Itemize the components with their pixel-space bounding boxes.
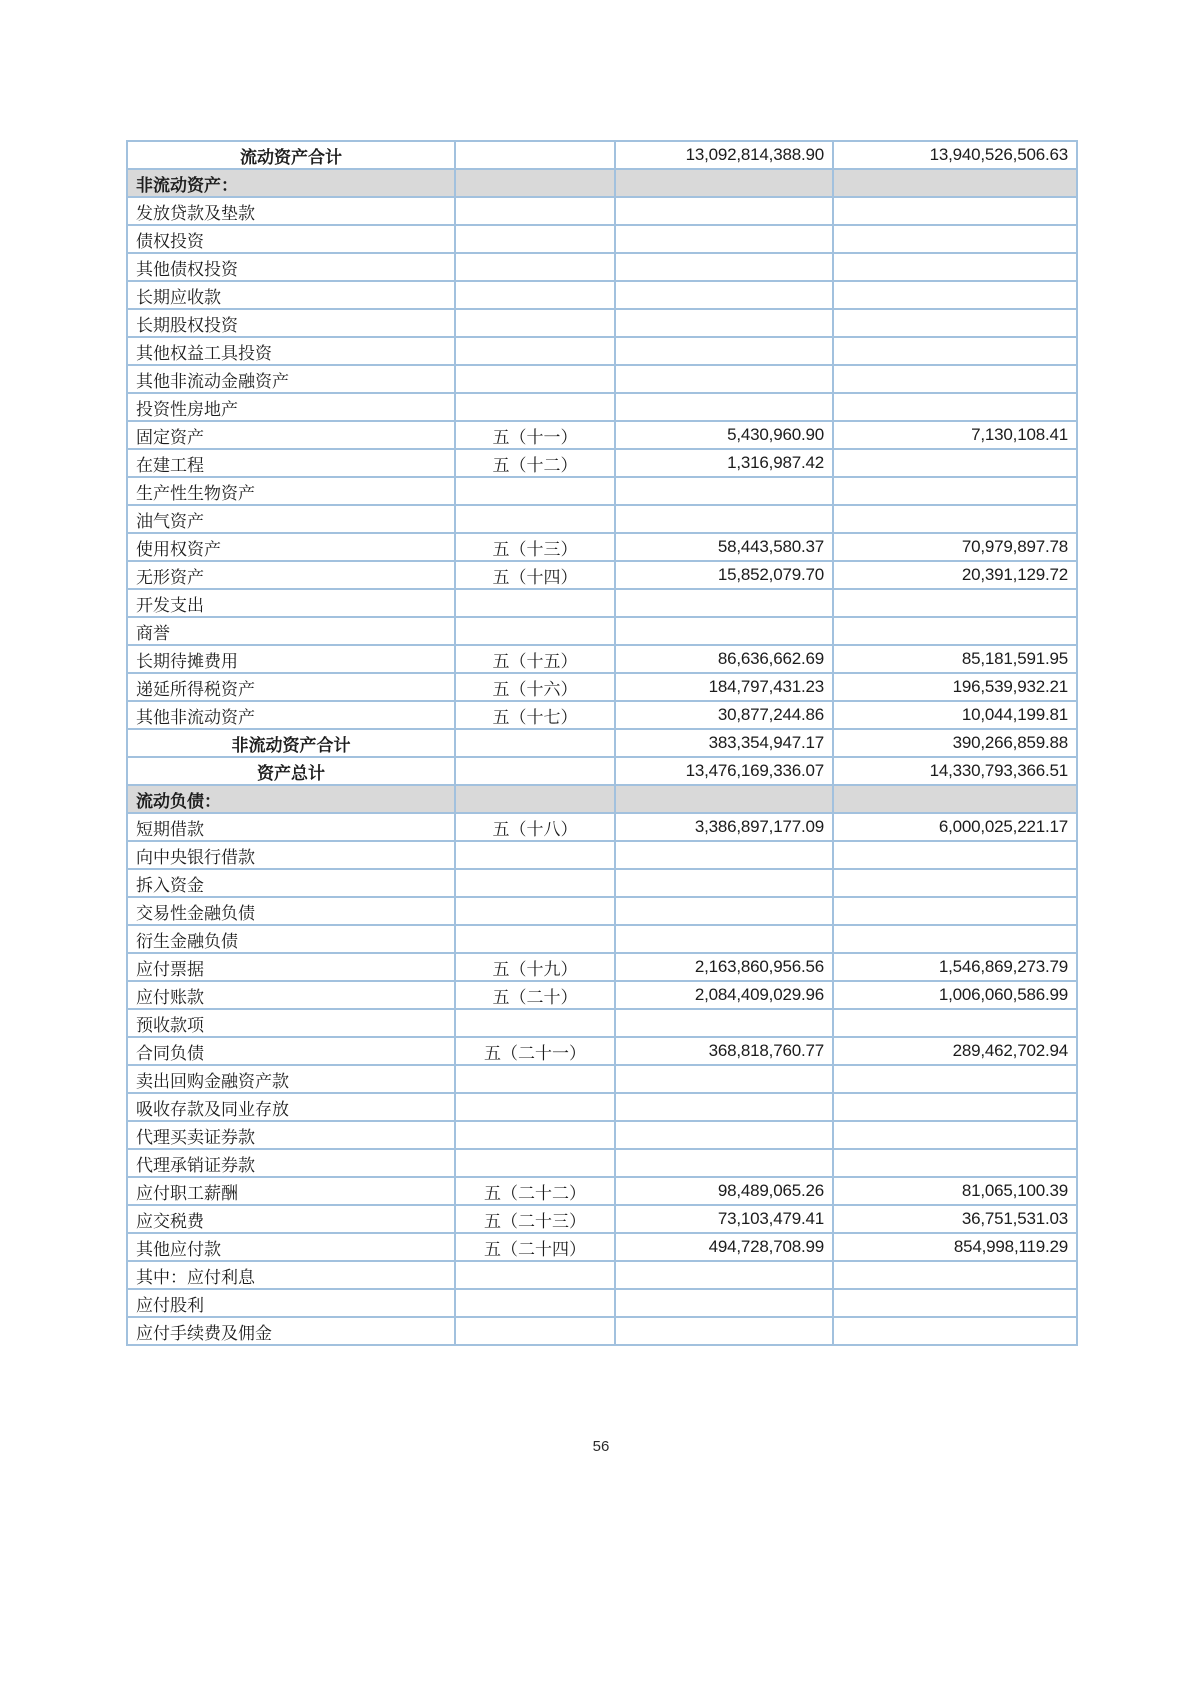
note-reference-cell: 五（十三） bbox=[455, 533, 615, 561]
table-row bbox=[127, 1065, 1077, 1093]
table-row bbox=[127, 1093, 1077, 1121]
table-row bbox=[127, 701, 1077, 729]
current-period-amount-cell bbox=[615, 841, 833, 869]
note-reference-cell bbox=[455, 505, 615, 533]
note-reference-cell: 五（二十） bbox=[455, 981, 615, 1009]
table-row bbox=[127, 1289, 1077, 1317]
table-row bbox=[127, 589, 1077, 617]
note-reference-cell bbox=[455, 169, 615, 197]
table-row bbox=[127, 897, 1077, 925]
table-row bbox=[127, 253, 1077, 281]
prior-period-amount-cell: 854,998,119.29 bbox=[833, 1233, 1077, 1261]
current-period-amount-cell bbox=[615, 1093, 833, 1121]
note-reference-cell: 五（十五） bbox=[455, 645, 615, 673]
item-label-cell: 其他非流动金融资产 bbox=[127, 365, 455, 393]
note-reference-cell bbox=[455, 365, 615, 393]
note-reference-cell: 五（十一） bbox=[455, 421, 615, 449]
table-row bbox=[127, 1317, 1077, 1345]
item-label-cell: 应付手续费及佣金 bbox=[127, 1317, 455, 1345]
current-period-amount-cell bbox=[615, 365, 833, 393]
current-period-amount-cell bbox=[615, 197, 833, 225]
note-reference-cell: 五（十八） bbox=[455, 813, 615, 841]
item-label-cell: 卖出回购金融资产款 bbox=[127, 1065, 455, 1093]
prior-period-amount-cell bbox=[833, 841, 1077, 869]
prior-period-amount-cell bbox=[833, 1009, 1077, 1037]
item-label-cell: 发放贷款及垫款 bbox=[127, 197, 455, 225]
current-period-amount-cell bbox=[615, 1121, 833, 1149]
item-label-cell: 其他债权投资 bbox=[127, 253, 455, 281]
prior-period-amount-cell bbox=[833, 617, 1077, 645]
current-period-amount-cell: 2,163,860,956.56 bbox=[615, 953, 833, 981]
current-period-amount-cell bbox=[615, 169, 833, 197]
current-period-amount-cell bbox=[615, 925, 833, 953]
note-reference-cell: 五（二十一） bbox=[455, 1037, 615, 1065]
current-period-amount-cell: 368,818,760.77 bbox=[615, 1037, 833, 1065]
note-reference-cell bbox=[455, 841, 615, 869]
table-row bbox=[127, 169, 1077, 197]
item-label-cell: 递延所得税资产 bbox=[127, 673, 455, 701]
prior-period-amount-cell bbox=[833, 1289, 1077, 1317]
note-reference-cell: 五（十七） bbox=[455, 701, 615, 729]
table-row bbox=[127, 645, 1077, 673]
note-reference-cell bbox=[455, 617, 615, 645]
note-reference-cell bbox=[455, 729, 615, 757]
table-row bbox=[127, 953, 1077, 981]
table-row bbox=[127, 505, 1077, 533]
current-period-amount-cell bbox=[615, 393, 833, 421]
item-label-cell: 无形资产 bbox=[127, 561, 455, 589]
note-reference-cell bbox=[455, 1065, 615, 1093]
table-row bbox=[127, 1121, 1077, 1149]
table-row bbox=[127, 141, 1077, 169]
current-period-amount-cell: 13,092,814,388.90 bbox=[615, 141, 833, 169]
table-row bbox=[127, 1177, 1077, 1205]
page-number: 56 bbox=[592, 1438, 610, 1455]
current-period-amount-cell bbox=[615, 1065, 833, 1093]
current-period-amount-cell bbox=[615, 337, 833, 365]
note-reference-cell: 五（十四） bbox=[455, 561, 615, 589]
prior-period-amount-cell bbox=[833, 1317, 1077, 1345]
note-reference-cell bbox=[455, 1261, 615, 1289]
current-period-amount-cell: 2,084,409,029.96 bbox=[615, 981, 833, 1009]
prior-period-amount-cell: 10,044,199.81 bbox=[833, 701, 1077, 729]
current-period-amount-cell: 58,443,580.37 bbox=[615, 533, 833, 561]
prior-period-amount-cell: 20,391,129.72 bbox=[833, 561, 1077, 589]
note-reference-cell bbox=[455, 1149, 615, 1177]
table-row bbox=[127, 281, 1077, 309]
prior-period-amount-cell bbox=[833, 169, 1077, 197]
table-row bbox=[127, 617, 1077, 645]
table-row bbox=[127, 449, 1077, 477]
item-label-cell: 油气资产 bbox=[127, 505, 455, 533]
item-label-cell: 其他应付款 bbox=[127, 1233, 455, 1261]
current-period-amount-cell: 73,103,479.41 bbox=[615, 1205, 833, 1233]
table-row bbox=[127, 1205, 1077, 1233]
item-label-cell: 流动资产合计 bbox=[127, 141, 455, 169]
note-reference-cell bbox=[455, 1121, 615, 1149]
prior-period-amount-cell bbox=[833, 477, 1077, 505]
prior-period-amount-cell bbox=[833, 505, 1077, 533]
item-label-cell: 代理承销证券款 bbox=[127, 1149, 455, 1177]
note-reference-cell bbox=[455, 897, 615, 925]
note-reference-cell bbox=[455, 393, 615, 421]
prior-period-amount-cell bbox=[833, 1261, 1077, 1289]
current-period-amount-cell: 3,386,897,177.09 bbox=[615, 813, 833, 841]
table-row bbox=[127, 869, 1077, 897]
prior-period-amount-cell bbox=[833, 897, 1077, 925]
balance-sheet-table bbox=[126, 140, 1078, 1346]
item-label-cell: 投资性房地产 bbox=[127, 393, 455, 421]
item-label-cell: 应付股利 bbox=[127, 1289, 455, 1317]
item-label-cell: 长期待摊费用 bbox=[127, 645, 455, 673]
current-period-amount-cell: 86,636,662.69 bbox=[615, 645, 833, 673]
current-period-amount-cell bbox=[615, 785, 833, 813]
prior-period-amount-cell: 85,181,591.95 bbox=[833, 645, 1077, 673]
item-label-cell: 应付账款 bbox=[127, 981, 455, 1009]
prior-period-amount-cell: 196,539,932.21 bbox=[833, 673, 1077, 701]
prior-period-amount-cell: 6,000,025,221.17 bbox=[833, 813, 1077, 841]
note-reference-cell: 五（十九） bbox=[455, 953, 615, 981]
item-label-cell: 在建工程 bbox=[127, 449, 455, 477]
note-reference-cell bbox=[455, 869, 615, 897]
current-period-amount-cell: 98,489,065.26 bbox=[615, 1177, 833, 1205]
current-period-amount-cell: 1,316,987.42 bbox=[615, 449, 833, 477]
table-row bbox=[127, 337, 1077, 365]
note-reference-cell bbox=[455, 253, 615, 281]
note-reference-cell bbox=[455, 197, 615, 225]
current-period-amount-cell: 494,728,708.99 bbox=[615, 1233, 833, 1261]
prior-period-amount-cell: 13,940,526,506.63 bbox=[833, 141, 1077, 169]
table-row bbox=[127, 1149, 1077, 1177]
item-label-cell: 应付职工薪酬 bbox=[127, 1177, 455, 1205]
table-row bbox=[127, 841, 1077, 869]
prior-period-amount-cell bbox=[833, 589, 1077, 617]
prior-period-amount-cell: 14,330,793,366.51 bbox=[833, 757, 1077, 785]
table-row bbox=[127, 365, 1077, 393]
note-reference-cell bbox=[455, 477, 615, 505]
table-row bbox=[127, 757, 1077, 785]
table-row bbox=[127, 925, 1077, 953]
current-period-amount-cell bbox=[615, 309, 833, 337]
item-label-cell: 合同负债 bbox=[127, 1037, 455, 1065]
item-label-cell: 非流动资产： bbox=[127, 169, 455, 197]
table-row bbox=[127, 225, 1077, 253]
note-reference-cell: 五（十六） bbox=[455, 673, 615, 701]
prior-period-amount-cell bbox=[833, 365, 1077, 393]
current-period-amount-cell bbox=[615, 505, 833, 533]
item-label-cell: 开发支出 bbox=[127, 589, 455, 617]
item-label-cell: 短期借款 bbox=[127, 813, 455, 841]
prior-period-amount-cell: 7,130,108.41 bbox=[833, 421, 1077, 449]
table-row bbox=[127, 1009, 1077, 1037]
prior-period-amount-cell bbox=[833, 785, 1077, 813]
current-period-amount-cell bbox=[615, 1289, 833, 1317]
item-label-cell: 其他非流动资产 bbox=[127, 701, 455, 729]
table-row bbox=[127, 393, 1077, 421]
note-reference-cell: 五（二十三） bbox=[455, 1205, 615, 1233]
table-row bbox=[127, 729, 1077, 757]
current-period-amount-cell: 30,877,244.86 bbox=[615, 701, 833, 729]
current-period-amount-cell bbox=[615, 281, 833, 309]
item-label-cell: 长期股权投资 bbox=[127, 309, 455, 337]
note-reference-cell: 五（十二） bbox=[455, 449, 615, 477]
table-row bbox=[127, 477, 1077, 505]
note-reference-cell bbox=[455, 925, 615, 953]
item-label-cell: 长期应收款 bbox=[127, 281, 455, 309]
item-label-cell: 资产总计 bbox=[127, 757, 455, 785]
table-row bbox=[127, 533, 1077, 561]
table-row bbox=[127, 421, 1077, 449]
current-period-amount-cell: 13,476,169,336.07 bbox=[615, 757, 833, 785]
current-period-amount-cell: 5,430,960.90 bbox=[615, 421, 833, 449]
prior-period-amount-cell bbox=[833, 197, 1077, 225]
current-period-amount-cell: 15,852,079.70 bbox=[615, 561, 833, 589]
prior-period-amount-cell bbox=[833, 337, 1077, 365]
prior-period-amount-cell bbox=[833, 1065, 1077, 1093]
prior-period-amount-cell: 36,751,531.03 bbox=[833, 1205, 1077, 1233]
current-period-amount-cell bbox=[615, 1317, 833, 1345]
note-reference-cell bbox=[455, 281, 615, 309]
table-row bbox=[127, 1233, 1077, 1261]
note-reference-cell: 五（二十四） bbox=[455, 1233, 615, 1261]
item-label-cell: 向中央银行借款 bbox=[127, 841, 455, 869]
item-label-cell: 流动负债： bbox=[127, 785, 455, 813]
current-period-amount-cell bbox=[615, 869, 833, 897]
prior-period-amount-cell bbox=[833, 869, 1077, 897]
prior-period-amount-cell: 390,266,859.88 bbox=[833, 729, 1077, 757]
current-period-amount-cell bbox=[615, 1149, 833, 1177]
note-reference-cell bbox=[455, 785, 615, 813]
table-row bbox=[127, 813, 1077, 841]
prior-period-amount-cell: 1,546,869,273.79 bbox=[833, 953, 1077, 981]
prior-period-amount-cell: 70,979,897.78 bbox=[833, 533, 1077, 561]
item-label-cell: 其中：应付利息 bbox=[127, 1261, 455, 1289]
prior-period-amount-cell bbox=[833, 449, 1077, 477]
current-period-amount-cell: 383,354,947.17 bbox=[615, 729, 833, 757]
note-reference-cell bbox=[455, 1289, 615, 1317]
table-row bbox=[127, 1261, 1077, 1289]
current-period-amount-cell bbox=[615, 1009, 833, 1037]
current-period-amount-cell bbox=[615, 617, 833, 645]
note-reference-cell bbox=[455, 309, 615, 337]
note-reference-cell bbox=[455, 141, 615, 169]
prior-period-amount-cell bbox=[833, 1149, 1077, 1177]
prior-period-amount-cell bbox=[833, 309, 1077, 337]
item-label-cell: 固定资产 bbox=[127, 421, 455, 449]
note-reference-cell bbox=[455, 337, 615, 365]
prior-period-amount-cell: 81,065,100.39 bbox=[833, 1177, 1077, 1205]
note-reference-cell bbox=[455, 225, 615, 253]
table-row bbox=[127, 981, 1077, 1009]
item-label-cell: 其他权益工具投资 bbox=[127, 337, 455, 365]
current-period-amount-cell: 184,797,431.23 bbox=[615, 673, 833, 701]
item-label-cell: 代理买卖证券款 bbox=[127, 1121, 455, 1149]
item-label-cell: 商誉 bbox=[127, 617, 455, 645]
table-row bbox=[127, 785, 1077, 813]
note-reference-cell bbox=[455, 1009, 615, 1037]
current-period-amount-cell bbox=[615, 589, 833, 617]
table-row bbox=[127, 561, 1077, 589]
prior-period-amount-cell bbox=[833, 925, 1077, 953]
item-label-cell: 应付票据 bbox=[127, 953, 455, 981]
item-label-cell: 吸收存款及同业存放 bbox=[127, 1093, 455, 1121]
table-row bbox=[127, 673, 1077, 701]
prior-period-amount-cell bbox=[833, 1121, 1077, 1149]
prior-period-amount-cell: 289,462,702.94 bbox=[833, 1037, 1077, 1065]
note-reference-cell bbox=[455, 589, 615, 617]
table-row bbox=[127, 1037, 1077, 1065]
item-label-cell: 交易性金融负债 bbox=[127, 897, 455, 925]
prior-period-amount-cell bbox=[833, 281, 1077, 309]
item-label-cell: 拆入资金 bbox=[127, 869, 455, 897]
item-label-cell: 使用权资产 bbox=[127, 533, 455, 561]
prior-period-amount-cell bbox=[833, 225, 1077, 253]
prior-period-amount-cell bbox=[833, 253, 1077, 281]
item-label-cell: 应交税费 bbox=[127, 1205, 455, 1233]
note-reference-cell bbox=[455, 757, 615, 785]
item-label-cell: 债权投资 bbox=[127, 225, 455, 253]
current-period-amount-cell bbox=[615, 253, 833, 281]
note-reference-cell bbox=[455, 1317, 615, 1345]
note-reference-cell: 五（二十二） bbox=[455, 1177, 615, 1205]
current-period-amount-cell bbox=[615, 477, 833, 505]
current-period-amount-cell bbox=[615, 897, 833, 925]
current-period-amount-cell bbox=[615, 1261, 833, 1289]
item-label-cell: 预收款项 bbox=[127, 1009, 455, 1037]
prior-period-amount-cell bbox=[833, 393, 1077, 421]
note-reference-cell bbox=[455, 1093, 615, 1121]
item-label-cell: 非流动资产合计 bbox=[127, 729, 455, 757]
prior-period-amount-cell: 1,006,060,586.99 bbox=[833, 981, 1077, 1009]
table-row bbox=[127, 197, 1077, 225]
item-label-cell: 生产性生物资产 bbox=[127, 477, 455, 505]
prior-period-amount-cell bbox=[833, 1093, 1077, 1121]
item-label-cell: 衍生金融负债 bbox=[127, 925, 455, 953]
table-row bbox=[127, 309, 1077, 337]
current-period-amount-cell bbox=[615, 225, 833, 253]
